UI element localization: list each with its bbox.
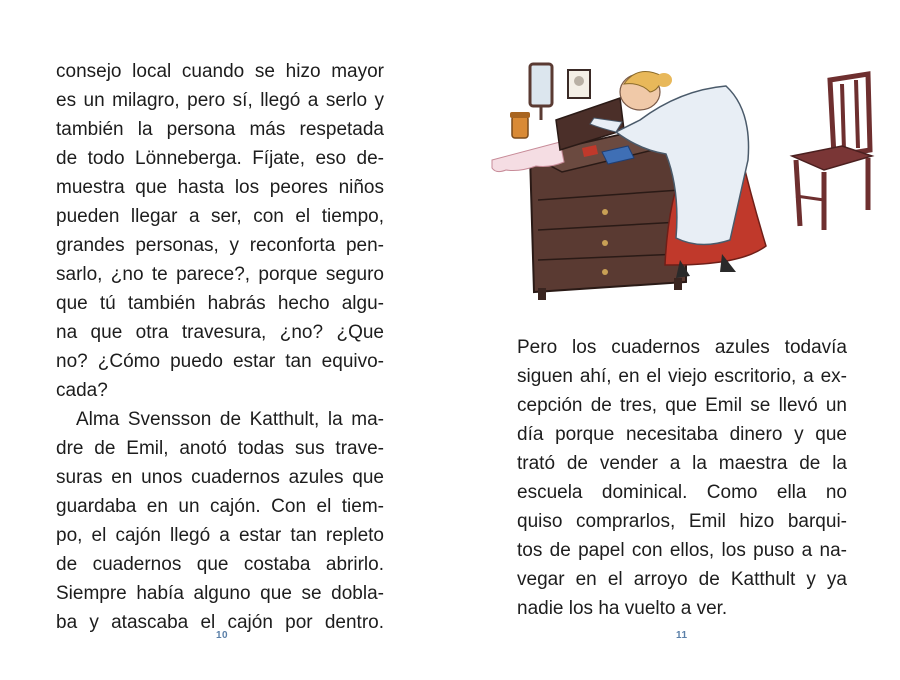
text-line: Alma Svensson de Katthult, la ma- [76, 409, 384, 430]
text-line: po, el cajón llegó a estar tan repleto [56, 525, 384, 546]
text-line: dre de Emil, anotó todas sus trave- [56, 438, 384, 459]
text-line: nadie los ha vuelto a ver. [517, 598, 728, 619]
text-line: trató de vender a la maestra de la [517, 453, 847, 474]
jar [510, 112, 530, 138]
text-line: de todo Lönneberga. Fíjate, eso de- [56, 148, 384, 169]
text-line: guardaba en un cajón. Con el tiem- [56, 496, 384, 517]
text-line: es un milagro, pero sí, llegó a serlo y [56, 90, 384, 111]
wooden-chair [792, 74, 872, 230]
illustration-woman-at-desk [490, 50, 880, 310]
text-line: grandes personas, y reconforta pen- [56, 235, 384, 256]
mirror [530, 64, 552, 120]
text-line: vegar en el arroyo de Katthult y ya [517, 569, 847, 590]
text-line: cepción de tres, que Emil se llevó un [517, 395, 847, 416]
text-line: escuela dominical. Como ella no [517, 482, 847, 503]
text-line: cada? [56, 380, 108, 401]
page-number: 10 [216, 630, 229, 641]
text-line: suras en unos cuadernos azules que [56, 467, 384, 488]
text-line: sarlo, ¿no te parece?, porque seguro [56, 264, 384, 285]
text-line: de cuadernos que costaba abrirlo. [56, 554, 384, 575]
text-line: pueden llegar a ser, con el tiempo, [56, 206, 384, 227]
text-line: siguen ahí, en el viejo escritorio, a ex- [517, 366, 847, 387]
text-line: consejo local cuando se hizo mayor [56, 61, 384, 82]
text-line: también la persona más respetada [56, 119, 384, 140]
text-line: Pero los cuadernos azules todavía [517, 337, 847, 358]
text-line: día porque necesitaba dinero y que [517, 424, 847, 445]
text-line: na que otra travesura, ¿no? ¿Que [56, 322, 384, 343]
text-line: que tú también habrás hecho algu- [56, 293, 384, 314]
right-page-text [517, 333, 847, 623]
text-line: ba y atascaba el cajón por dentro. [56, 612, 384, 633]
page-number: 11 [676, 630, 688, 641]
left-page-text [56, 57, 384, 637]
text-line: quiso comprarlos, Emil hizo barqui- [517, 511, 847, 532]
picture-frame [568, 70, 590, 98]
text-line: no? ¿Cómo puedo estar tan equivo- [56, 351, 384, 372]
text-line: Siempre había alguno que se dobla- [56, 583, 384, 604]
text-line: muestra que hasta los peores niños [56, 177, 384, 198]
text-line: tos de papel con ellos, los puso a na- [517, 540, 847, 561]
